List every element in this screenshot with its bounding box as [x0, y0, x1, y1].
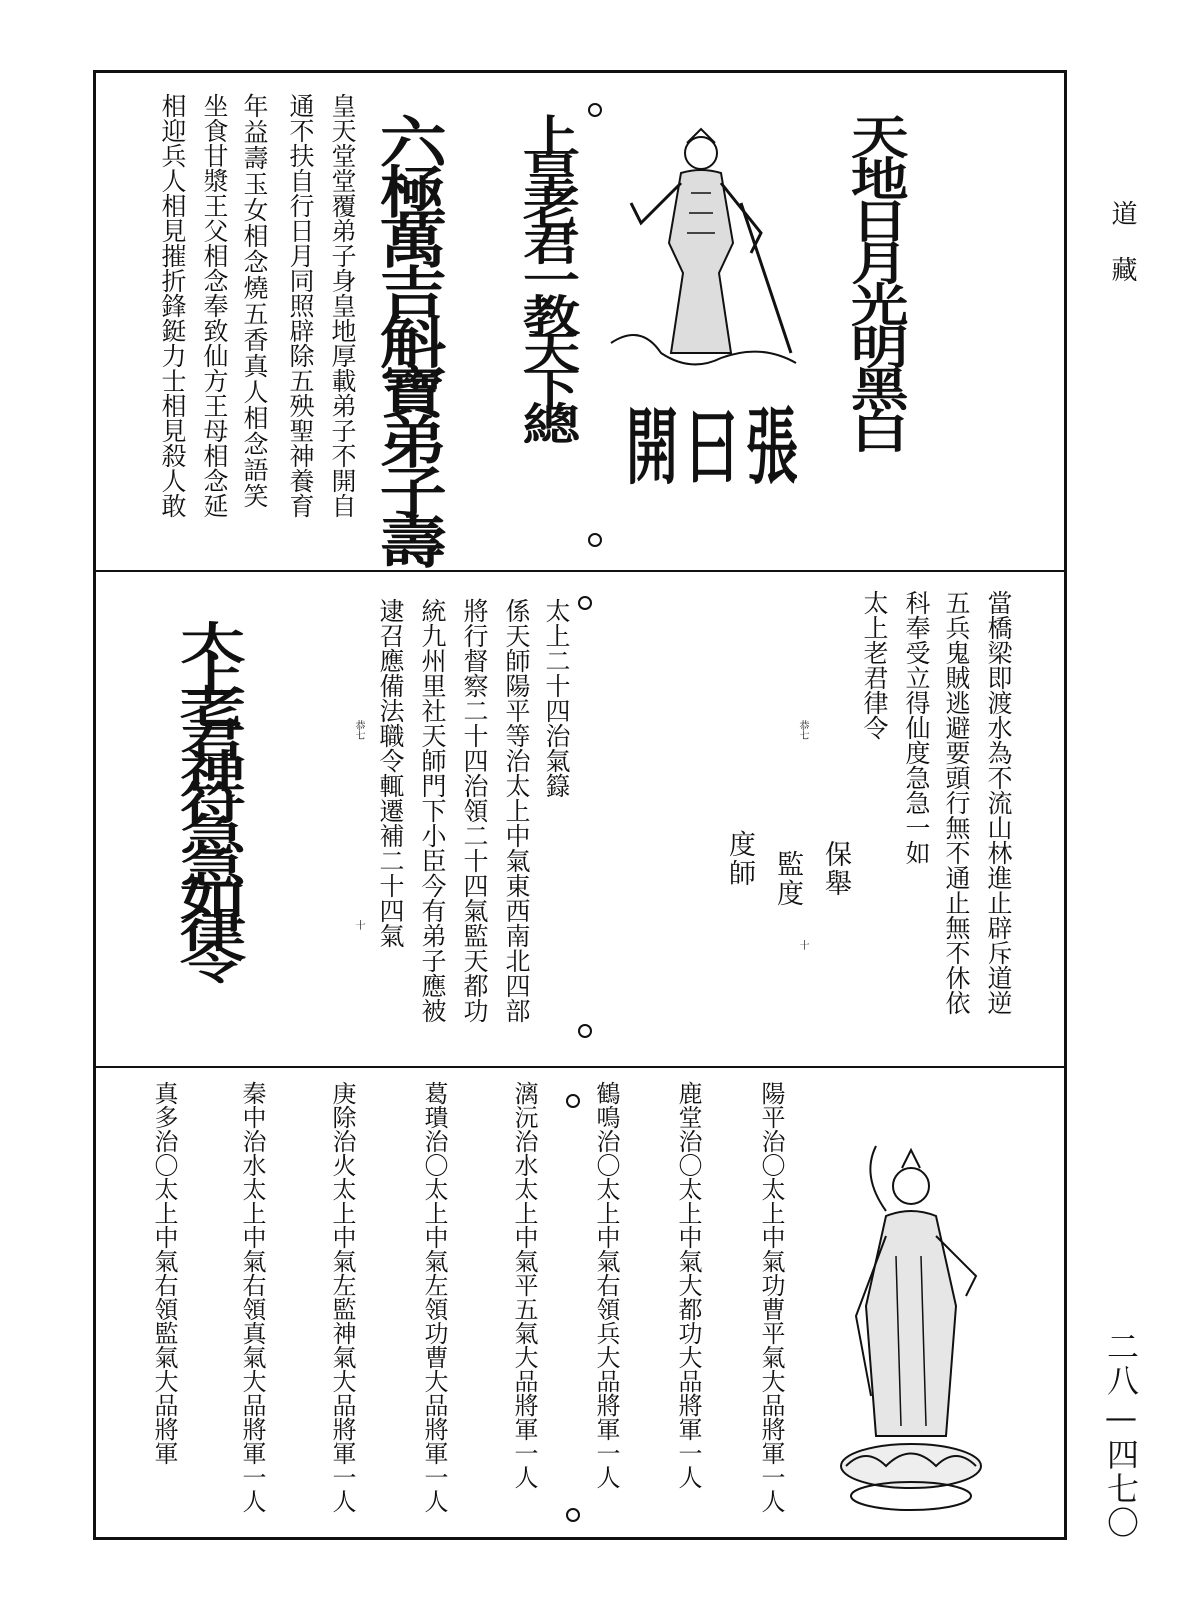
panel1-column-5: 相迎兵人相見摧折鋒鋌力士相見殺人敢: [158, 93, 187, 518]
talisman-seal-right: 天地日月光明黑白: [842, 113, 910, 449]
talisman-seal-left: 六極萬吉斛寶弟子壽: [368, 113, 448, 563]
circle-mark: [566, 1508, 580, 1522]
panel2-right-column-4: 太上老君律令: [860, 590, 889, 740]
panel1-column-1: 皇天堂堂覆弟子身皇地厚載弟子不開自: [328, 93, 357, 518]
panel1-column-2: 通不扶自行日月同照辟除五殃聖神養育: [286, 93, 315, 518]
panel2-column-4: 統九州里社天師門下小臣今有弟子應被: [418, 598, 447, 1023]
signature-note: 十: [797, 940, 808, 950]
circle-mark: [566, 1094, 580, 1108]
collection-title: 道藏: [1107, 200, 1137, 312]
signature-sponsor: 保舉: [820, 840, 851, 898]
circle-mark: [578, 596, 592, 610]
army-list-column-3: 鶴鳴治〇太上中氣右領兵大品將軍一人: [592, 1081, 620, 1489]
panel-1: [96, 73, 1064, 570]
panel2-right-column-2: 五兵鬼賊逃避要頭行無不通止無不休依: [942, 590, 971, 1015]
small-note: 恭七: [353, 720, 364, 740]
army-list-column-8: 真多治〇太上中氣右領監氣大品將軍: [150, 1081, 178, 1465]
panel-2: [96, 570, 1064, 1066]
circle-mark: [578, 1024, 592, 1038]
talisman-seal-bottom: 開曰張: [626, 399, 807, 497]
panel2-column-2: 係天師陽平等治太上中氣東西南北四部: [502, 598, 531, 1023]
circle-mark: [588, 533, 602, 547]
signature-supervisor: 監度: [772, 850, 803, 908]
army-list-column-1: 陽平治〇太上中氣功曹平氣大品將軍一人: [757, 1081, 785, 1513]
panel-3: [96, 1066, 1064, 1537]
army-list-column-7: 秦中治水太上中氣右領真氣大品將軍一人: [238, 1081, 266, 1513]
panel2-column-5: 逮召應備法職令輒遷補二十四氣: [376, 598, 405, 948]
panel2-right-column-1: 當橋梁即渡水為不流山林進止辟斥道逆: [984, 590, 1013, 1015]
army-list-column-5: 葛璝治〇太上中氣左領功曹大品將軍一人: [420, 1081, 448, 1513]
talisman-seal: 太上老君神符急急如律令: [168, 620, 245, 972]
panel2-right-column-3: 科奉受立得仙度急急一如: [902, 590, 931, 865]
page-number: 二八—四七〇: [1102, 1330, 1140, 1540]
warrior-deity-illustration: [601, 123, 801, 373]
panel1-column-4: 坐食甘漿王父相念奉致仙方王母相念延: [200, 93, 229, 518]
panel1-column-3: 年益壽玉女相念燒五香真人相念語笑: [240, 93, 269, 509]
army-list-column-4: 漓沅治水太上中氣平五氣大品將軍一人: [510, 1081, 538, 1489]
army-list-column-2: 鹿堂治〇太上中氣大都功大品將軍一人: [674, 1081, 702, 1489]
signature-master: 度師: [724, 830, 755, 888]
page-frame: [93, 70, 1067, 1540]
circle-mark: [588, 103, 602, 117]
standing-deity-illustration: [816, 1136, 996, 1516]
panel2-column-1: 太上二十四治氣籙: [542, 598, 571, 798]
panel2-column-3: 將行督察二十四治領二十四氣監天都功: [460, 598, 489, 1023]
army-list-column-6: 庚除治火太上中氣左監神氣大品將軍一人: [328, 1081, 356, 1513]
signature-note: 恭七: [797, 720, 808, 740]
small-note: 十: [353, 920, 364, 930]
talisman-seal-middle: 上皇老君一教天下總: [512, 113, 579, 437]
